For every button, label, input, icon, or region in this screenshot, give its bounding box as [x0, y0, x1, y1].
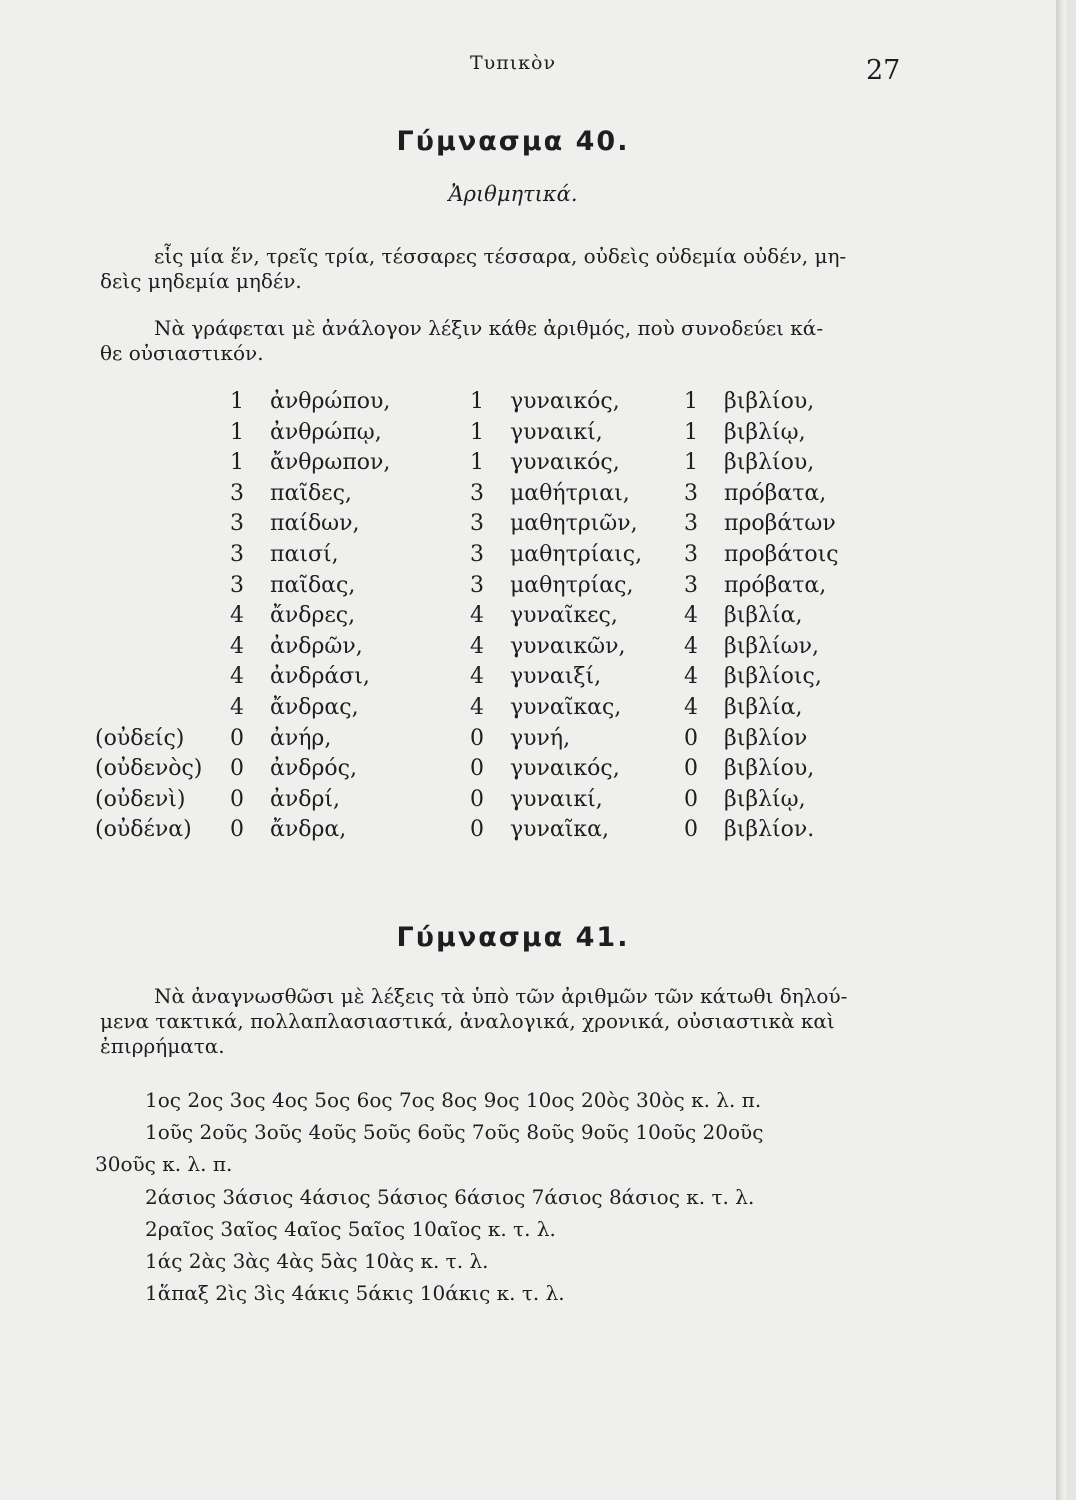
table-cell-n1: 4: [230, 603, 244, 629]
table-cell-w2: γυναικός,: [510, 756, 620, 782]
table-cell-w2: μαθητρίαις,: [510, 541, 643, 567]
table-cell-w1: ἄνδρες,: [270, 603, 356, 629]
table-cell-n1: 1: [230, 450, 244, 476]
exercise-line: 1ἅπαξ 2ὶς 3ὶς 4άκις 5άκις 10άκις κ. τ. λ.: [145, 1281, 565, 1306]
table-cell-w1: παίδων,: [270, 511, 360, 537]
table-cell-w2: γυναῖκες,: [510, 603, 618, 629]
exercise-line: 30οῦς κ. λ. π.: [95, 1152, 233, 1177]
table-cell-w1: ἀνδρί,: [270, 786, 341, 812]
table-cell-w3: βιβλίον.: [724, 817, 815, 843]
page-edge-shadow: [1056, 0, 1066, 1500]
exercise-line: 1ος 2ος 3ος 4ος 5ος 6ος 7ος 8ος 9ος 10ος 20ὸς 30ὸς κ. λ. π.: [145, 1088, 762, 1112]
table-cell-w3: βιβλίου,: [724, 756, 815, 782]
table-cell-w2: μαθητρίας,: [510, 572, 634, 598]
table-cell-w1: ἀνδρός,: [270, 756, 357, 782]
table-cell-n3: 4: [684, 603, 698, 629]
table-cell-n1: 3: [230, 511, 244, 537]
table-cell-n1: 4: [230, 633, 244, 659]
table-cell-n2: 4: [470, 603, 484, 629]
paragraph-line: εἷς μία ἕν, τρεῖς τρία, τέσσαρες τέσσαρα, οὐδεὶς οὐδεμία οὐδέν, μη-: [154, 244, 847, 268]
exercise-41-paragraph: [100, 984, 908, 1059]
table-cell-w2: γυναῖκας,: [510, 694, 622, 720]
table-cell-n2: 4: [470, 694, 484, 720]
exercise-40-title: Γύμνασμα 40.: [396, 126, 630, 157]
paragraph-line: μενα τακτικά, πολλαπλασιαστικά, ἀναλογικά, χρονικά, οὐσιαστικὰ καὶ: [100, 1009, 835, 1033]
table-cell-n2: 3: [470, 572, 484, 598]
table-cell-w1: παισί,: [270, 541, 339, 567]
table-cell-n3: 1: [684, 419, 698, 445]
table-cell-w3: βιβλίου,: [724, 389, 815, 414]
table-cell-w3: βιβλίῳ,: [724, 419, 806, 445]
table-cell-n2: 3: [470, 511, 484, 537]
table-cell-w2: γυναικός,: [510, 450, 620, 476]
exercise-line: 2ραῖος 3αῖος 4αῖος 5αῖος 10αῖος κ. τ. λ.: [145, 1216, 556, 1241]
table-cell-w3: βιβλία,: [724, 603, 803, 629]
table-cell-w1: ἄνδρας,: [270, 694, 359, 720]
table-cell-n1: 4: [230, 664, 244, 690]
table-cell-n1: 1: [230, 389, 244, 414]
table-cell-n2: 1: [470, 389, 484, 414]
table-cell-w3: βιβλίον: [724, 725, 808, 751]
table-cell-n3: 0: [684, 756, 698, 782]
table-cell-w1: ἀνδράσι,: [270, 664, 370, 690]
exercise-40-subtitle: Ἀριθμητικά.: [448, 182, 578, 206]
table-cell-n2: 4: [470, 633, 484, 659]
table-cell-n1: 0: [230, 786, 244, 812]
table-cell-n2: 0: [470, 786, 484, 812]
table-cell-w3: βιβλίου,: [724, 450, 815, 476]
exercise-41-title: Γύμνασμα 41.: [396, 922, 630, 953]
exercise-line: 1άς 2ὰς 3ὰς 4ὰς 5ὰς 10ὰς κ. τ. λ.: [145, 1248, 489, 1273]
table-cell-w3: βιβλίῳ,: [724, 786, 806, 812]
table-cell-w1: ἀνήρ,: [270, 725, 332, 751]
table-cell-w2: γυνή,: [510, 725, 571, 751]
table-cell-n1: 1: [230, 419, 244, 445]
table-cell-n1: 0: [230, 725, 244, 751]
table-cell-n2: 0: [470, 817, 484, 843]
table-cell-w1: ἀνθρώπου,: [270, 389, 391, 414]
paragraph-line: ἐπιρρήματα.: [100, 1034, 225, 1058]
table-cell-w1: ἄνδρα,: [270, 817, 347, 843]
table-cell-c0: (οὐδένα): [95, 817, 192, 843]
table-cell-n1: 3: [230, 572, 244, 598]
table-cell-n3: 0: [684, 786, 698, 812]
table-cell-n3: 4: [684, 694, 698, 720]
page-number: 27: [866, 55, 901, 86]
table-cell-n2: 4: [470, 664, 484, 690]
table-cell-w2: γυναικί,: [510, 419, 603, 445]
table-cell-w2: γυναικῶν,: [510, 633, 626, 659]
table-cell-w1: παῖδας,: [270, 572, 356, 598]
table-cell-n1: 4: [230, 694, 244, 720]
table-cell-n1: 3: [230, 480, 244, 506]
table-cell-n3: 3: [684, 480, 698, 506]
paragraph-line: δεὶς μηδεμία μηδέν.: [100, 269, 302, 293]
table-cell-n2: 0: [470, 756, 484, 782]
table-cell-w3: προβάτων: [724, 511, 836, 537]
table-cell-n3: 4: [684, 633, 698, 659]
table-cell-n3: 0: [684, 817, 698, 843]
table-cell-c0: (οὐδενὸς): [95, 756, 203, 782]
table-cell-w2: γυναῖκα,: [510, 817, 609, 843]
table-cell-n3: 1: [684, 450, 698, 476]
table-cell-w1: ἄνθρωπον,: [270, 450, 391, 476]
table-cell-n1: 3: [230, 541, 244, 567]
table-cell-n3: 3: [684, 572, 698, 598]
table-cell-w1: παῖδες,: [270, 480, 352, 506]
exercise-line: 1οῦς 2οῦς 3οῦς 4οῦς 5οῦς 6οῦς 7οῦς 8οῦς 9οῦς 10οῦς 20οῦς: [145, 1120, 764, 1145]
table-cell-n3: 4: [684, 664, 698, 690]
exercise-40-paragraph-2: [100, 316, 908, 366]
paragraph-line: Νὰ ἀναγνωσθῶσι μὲ λέξεις τὰ ὑπὸ τῶν ἀριθμῶν τῶν κάτωθι δηλού-: [154, 984, 848, 1008]
table-cell-n2: 0: [470, 725, 484, 751]
table-cell-w2: γυναικός,: [510, 389, 620, 414]
table-cell-w3: βιβλία,: [724, 694, 803, 720]
table-cell-c0: (οὐδενὶ): [95, 786, 186, 812]
paragraph-line: θε οὐσιαστικόν.: [100, 341, 264, 365]
exercise-40-paragraph-1: [100, 244, 908, 294]
running-head: Τυπικὸν: [469, 52, 557, 74]
table-cell-n3: 3: [684, 541, 698, 567]
table-cell-w2: γυναικί,: [510, 786, 603, 812]
table-cell-w2: μαθήτριαι,: [510, 480, 630, 506]
table-cell-n1: 0: [230, 817, 244, 843]
table-cell-n3: 1: [684, 389, 698, 414]
table-cell-n2: 3: [470, 541, 484, 567]
table-cell-n3: 3: [684, 511, 698, 537]
table-cell-c0: (οὐδείς): [95, 725, 185, 751]
table-cell-w3: πρόβατα,: [724, 572, 827, 598]
exercise-line: 2άσιος 3άσιος 4άσιος 5άσιος 6άσιος 7άσιος 8άσιος κ. τ. λ.: [145, 1184, 755, 1209]
paragraph-line: Νὰ γράφεται μὲ ἀνάλογον λέξιν κάθε ἀριθμός, ποὺ συνοδεύει κά-: [154, 316, 824, 340]
table-cell-n2: 1: [470, 450, 484, 476]
table-cell-w1: ἀνθρώπῳ,: [270, 419, 382, 445]
table-cell-w3: πρόβατα,: [724, 480, 827, 506]
table-cell-w3: προβάτοις: [724, 541, 839, 567]
exercise-41-lines: [95, 1088, 764, 1313]
table-cell-w1: ἀνδρῶν,: [270, 633, 363, 659]
table-cell-w3: βιβλίων,: [724, 633, 819, 659]
table-cell-w2: γυναιξί,: [510, 664, 602, 690]
table-cell-n2: 3: [470, 480, 484, 506]
table-cell-n1: 0: [230, 756, 244, 782]
table-cell-w3: βιβλίοις,: [724, 664, 822, 690]
table-cell-w2: μαθητριῶν,: [510, 511, 638, 537]
table-cell-n3: 0: [684, 725, 698, 751]
table-cell-n2: 1: [470, 419, 484, 445]
